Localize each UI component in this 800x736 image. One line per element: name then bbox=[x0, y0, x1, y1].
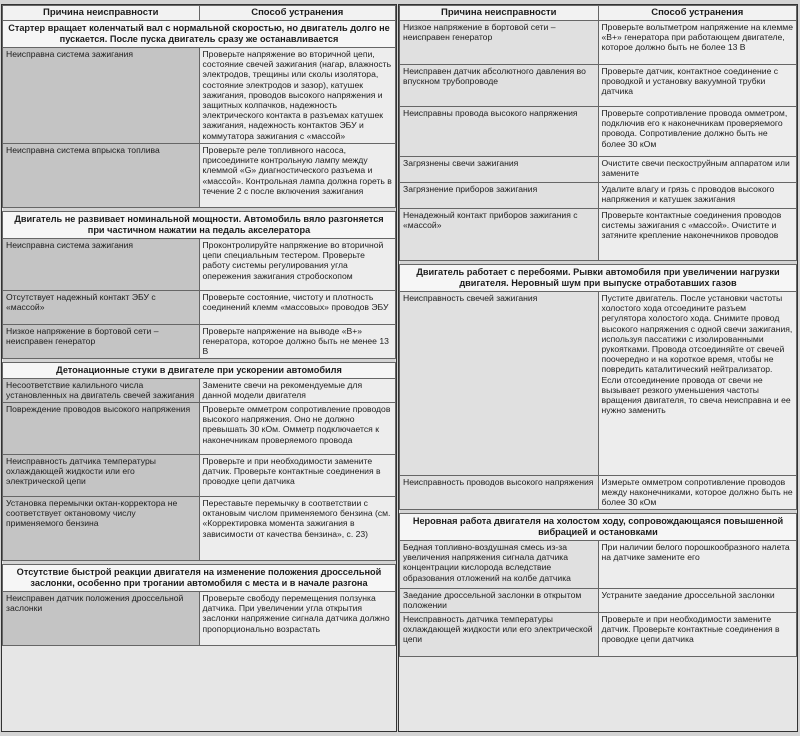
table-row bbox=[400, 183, 797, 209]
cause-cell: Загрязнение приборов зажигания bbox=[400, 183, 599, 209]
left-column bbox=[1, 4, 397, 732]
cause-cell: Неисправность датчика температуры охлаждающей жидкости или его электрической цепи bbox=[3, 455, 200, 497]
remedy-cell: Проверьте напряжение на выводе «B+» генератора, которое должно быть не менее 13 В bbox=[199, 325, 396, 359]
remedy-cell: При наличии белого порошкообразного налета на датчике замените его bbox=[598, 541, 797, 589]
table-row bbox=[400, 65, 797, 107]
header-row bbox=[400, 6, 797, 21]
cause-cell: Низкое напряжение в бортовой сети – неисправен генератор bbox=[3, 325, 200, 359]
cause-cell: Заедание дроссельной заслонки в открытом положении bbox=[400, 589, 599, 613]
remedy-cell: Проверьте датчик, контактное соединение с проводкой и установку вакуумной трубки датчика bbox=[598, 65, 797, 107]
cause-cell: Неисправен датчик положения дроссельной заслонки bbox=[3, 592, 200, 646]
remedy-cell: Проверьте состояние, чистоту и плотность соединений клемм «массовых» проводов ЭБУ bbox=[199, 291, 396, 325]
table-row bbox=[3, 144, 396, 208]
cause-cell: Неисправность свечей зажигания bbox=[400, 292, 599, 476]
right-table bbox=[399, 5, 797, 657]
table-row bbox=[400, 589, 797, 613]
table-row bbox=[3, 497, 396, 561]
cause-cell: Загрязнены свечи зажигания bbox=[400, 157, 599, 183]
remedy-cell: Проверьте сопротивление провода омметром, подключив его к наконечникам проверяемого провода. Сопротивление должно быть не более 30 кОм bbox=[598, 107, 797, 157]
cause-cell: Бедная топливно-воздушная смесь из-за увеличения напряжения сигнала датчика концентрации кислорода вследствие образования отложений на колбе датчика bbox=[400, 541, 599, 589]
cause-cell: Неисправность проводов высокого напряжения bbox=[400, 476, 599, 510]
table-row bbox=[400, 292, 797, 476]
cause-cell: Установка перемычки октан-корректора не соответствует октановому числу применяемого бензина bbox=[3, 497, 200, 561]
remedy-cell: Проверьте контактные соединения проводов системы зажигания с «массой». Очистите и затяните крепление наконечников проводов bbox=[598, 209, 797, 261]
remedy-cell: Очистите свечи пескоструйным аппаратом или замените bbox=[598, 157, 797, 183]
table-row bbox=[3, 239, 396, 291]
table-row bbox=[400, 476, 797, 510]
cause-cell: Неисправны провода высокого напряжения bbox=[400, 107, 599, 157]
remedy-cell: Удалите влагу и грязь с проводов высокого напряжения и катушек зажигания bbox=[598, 183, 797, 209]
section-title: Двигатель не развивает номинальной мощности. Автомобиль вяло разгоняется при частичном нажатии на педаль акселератора bbox=[3, 212, 396, 239]
remedy-cell: Проверьте свободу перемещения ползунка датчика. При увеличении угла открытия заслонки напряжение сигнала датчика должно пропорционально возрастать bbox=[199, 592, 396, 646]
table-row bbox=[3, 48, 396, 144]
section-title: Отсутствие быстрой реакции двигателя на изменение положения дроссельной заслонки, особенно при трогании автомобиля с места и в начале разгона bbox=[3, 565, 396, 592]
header-cause: Причина неисправности bbox=[3, 6, 200, 21]
header-remedy: Способ устранения bbox=[598, 6, 797, 21]
table-row bbox=[400, 157, 797, 183]
cause-cell: Отсутствует надежный контакт ЭБУ с «массой» bbox=[3, 291, 200, 325]
remedy-cell: Устраните заедание дроссельной заслонки bbox=[598, 589, 797, 613]
remedy-cell: Проверьте и при необходимости замените датчик. Проверьте контактные соединения в проводке цепи датчика bbox=[199, 455, 396, 497]
table-row bbox=[3, 291, 396, 325]
header-cause: Причина неисправности bbox=[400, 6, 599, 21]
section-title: Неровная работа двигателя на холостом ходу, сопровождающаяся повышенной вибрацией и остановками bbox=[400, 514, 797, 541]
remedy-cell: Проверьте напряжение во вторичной цепи, состояние свечей зажигания (нагар, влажность электродов, трещины или сколы изолятора, состояние электродов и зазор), катушек зажигания, проводов высокого напряжения и защитных колпачков, надежность электрического контакта в разъемах катушек зажигания, надежность контактов ЭБУ и коммутатора зажигания с «массой» bbox=[199, 48, 396, 144]
section-title: Детонационные стуки в двигателе при ускорении автомобиля bbox=[3, 363, 396, 379]
table-row bbox=[3, 455, 396, 497]
table-row bbox=[3, 592, 396, 646]
remedy-cell: Проконтролируйте напряжение во вторичной цепи специальным тестером. Проверьте работу системы регулирования угла опережения зажигания стробоскопом bbox=[199, 239, 396, 291]
right-column bbox=[398, 4, 798, 732]
remedy-cell: Измерьте омметром сопротивление проводов между наконечниками, которое должно быть не более 30 кОм bbox=[598, 476, 797, 510]
table-row bbox=[400, 613, 797, 657]
remedy-cell: Проверьте омметром сопротивление проводов высокого напряжения. Оно не должно превышать 30 кОм. Омметр подключается к наконечникам проверяемого провода bbox=[199, 403, 396, 455]
remedy-cell: Пустите двигатель. После установки частоты холостого хода отсоедините разъем регулятора холостого хода. Снимите провод высокого напряжения с одной свечи зажигания, используя пассатижи с изолированными рукоятками. Провода отсоединяйте от свечей поочередно и на короткое время, чтобы не повредить каталитический нейтрализатор. Если отсоединение провода от свечи не вызывает резкого уменьшения частоты вращения двигателя, то свеча неисправна и ее нужно заменить bbox=[598, 292, 797, 476]
table-row bbox=[3, 379, 396, 403]
cause-cell: Ненадежный контакт приборов зажигания с «массой» bbox=[400, 209, 599, 261]
header-row bbox=[3, 6, 396, 21]
table-row bbox=[400, 107, 797, 157]
remedy-cell: Переставьте перемычку в соответствии с октановым числом применяемого бензина (см. «Корректировка момента зажигания в зависимости от качества бензина», с. 23) bbox=[199, 497, 396, 561]
cause-cell: Неисправна система зажигания bbox=[3, 48, 200, 144]
cause-cell: Несоответствие калильного числа установленных на двигатель свечей зажигания bbox=[3, 379, 200, 403]
remedy-cell: Проверьте вольтметром напряжение на клемме «B+» генератора при работающем двигателе, которое должно быть не более 13 В bbox=[598, 21, 797, 65]
table-row bbox=[3, 403, 396, 455]
remedy-cell: Проверьте реле топливного насоса, присоедините контрольную лампу между клеммой «G» диагностического разъема и «массой». Контрольная лампа должна гореть в течение 2 с после включения зажигания bbox=[199, 144, 396, 208]
left-table bbox=[2, 5, 396, 646]
cause-cell: Низкое напряжение в бортовой сети – неисправен генератор bbox=[400, 21, 599, 65]
cause-cell: Неисправность датчика температуры охлаждающей жидкости или его электрической цепи bbox=[400, 613, 599, 657]
table-row bbox=[400, 541, 797, 589]
table-row bbox=[400, 21, 797, 65]
cause-cell: Неисправна система впрыска топлива bbox=[3, 144, 200, 208]
section-title: Стартер вращает коленчатый вал с нормальной скоростью, но двигатель долго не пускается. После пуска двигатель сразу же останавливается bbox=[3, 21, 396, 48]
remedy-cell: Проверьте и при необходимости замените датчик. Проверьте контактные соединения в проводке цепи датчика bbox=[598, 613, 797, 657]
section-title: Двигатель работает с перебоями. Рывки автомобиля при увеличении нагрузки двигателя. Неровный шум при выпуске отработавших газов bbox=[400, 265, 797, 292]
cause-cell: Повреждение проводов высокого напряжения bbox=[3, 403, 200, 455]
cause-cell: Неисправна система зажигания bbox=[3, 239, 200, 291]
table-row bbox=[400, 209, 797, 261]
header-remedy: Способ устранения bbox=[199, 6, 396, 21]
remedy-cell: Замените свечи на рекомендуемые для данной модели двигателя bbox=[199, 379, 396, 403]
cause-cell: Неисправен датчик абсолютного давления во впускном трубопроводе bbox=[400, 65, 599, 107]
table-row bbox=[3, 325, 396, 359]
